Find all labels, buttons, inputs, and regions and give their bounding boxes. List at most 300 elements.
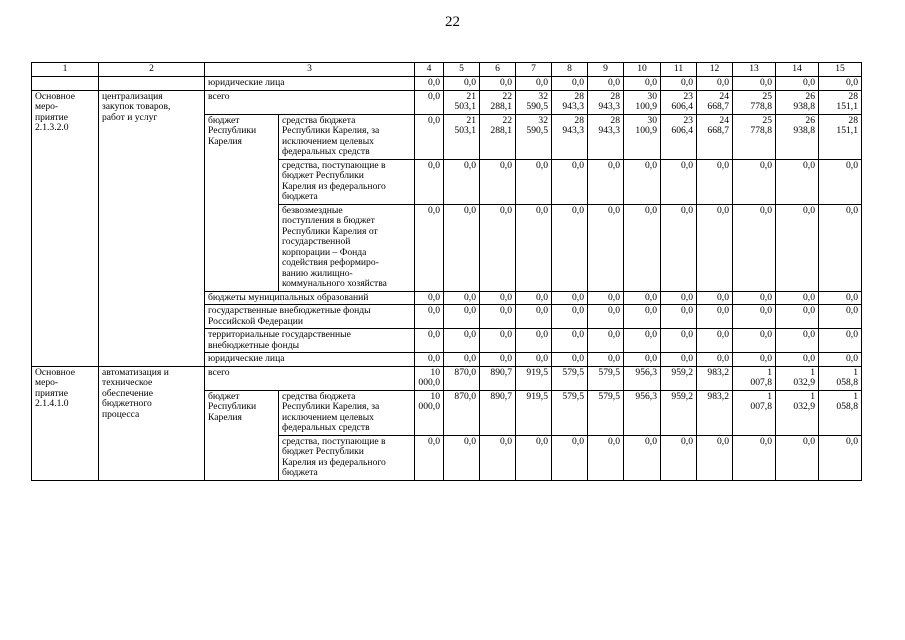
header-row bbox=[32, 63, 862, 77]
value-part: 668,7 bbox=[707, 125, 729, 136]
text-line: исключением целевых bbox=[282, 411, 374, 423]
value-cell: 0,0 bbox=[661, 305, 697, 329]
row-label bbox=[279, 114, 415, 159]
value-part: 28 bbox=[848, 114, 858, 126]
value-cell: 0,0 bbox=[776, 353, 819, 367]
text-line: закупок товаров, bbox=[102, 101, 171, 112]
value-cell bbox=[480, 90, 516, 114]
text-line: исключением целевых bbox=[282, 135, 374, 147]
value-cell bbox=[552, 435, 588, 480]
value-cell bbox=[552, 366, 588, 390]
value-part: 0,0 bbox=[500, 435, 512, 447]
value-part: 100,9 bbox=[635, 101, 657, 112]
value-part: 983,2 bbox=[707, 390, 729, 402]
text-line: обеспечение bbox=[102, 387, 154, 399]
value-part: 579,5 bbox=[562, 390, 584, 402]
value-part: 0,0 bbox=[645, 435, 657, 447]
text-line: средства, поступающие в bbox=[282, 435, 386, 447]
value-cell bbox=[516, 204, 552, 291]
value-cell: 0,0 bbox=[661, 353, 697, 367]
value-part: 890,7 bbox=[490, 366, 512, 378]
value-part: 890,7 bbox=[490, 390, 512, 402]
value-cell bbox=[697, 390, 733, 435]
value-part: 870,0 bbox=[454, 390, 476, 402]
value-cell: 0,0 bbox=[552, 329, 588, 353]
value-part: 007,8 bbox=[750, 401, 772, 412]
value-part: 943,3 bbox=[562, 101, 584, 112]
value-cell bbox=[588, 390, 624, 435]
text-line: средства бюджета bbox=[282, 390, 356, 402]
value-cell bbox=[444, 366, 480, 390]
text-line: 2.1.4.1.0 bbox=[35, 398, 69, 409]
value-part: 919,5 bbox=[526, 390, 548, 402]
value-cell bbox=[733, 159, 776, 204]
text-line: содействия реформиро- bbox=[282, 257, 379, 268]
budget-label bbox=[205, 114, 279, 291]
value-cell bbox=[444, 90, 480, 114]
value-cell: 0,0 bbox=[624, 77, 661, 91]
text-line: бюджет Республики bbox=[282, 170, 364, 181]
row-label: всего bbox=[205, 366, 415, 390]
value-part: 0,0 bbox=[428, 204, 440, 216]
value-part: 0,0 bbox=[645, 159, 657, 171]
value-cell: 0,0 bbox=[697, 353, 733, 367]
value-part: 0,0 bbox=[846, 204, 858, 216]
value-cell bbox=[588, 159, 624, 204]
value-cell bbox=[444, 114, 480, 159]
value-cell: 0,0 bbox=[624, 291, 661, 305]
column-number: 9 bbox=[588, 63, 624, 77]
value-part: 0,0 bbox=[846, 159, 858, 171]
value-part: 1 bbox=[767, 366, 772, 378]
value-cell bbox=[480, 204, 516, 291]
column-number: 15 bbox=[819, 63, 862, 77]
row-label bbox=[279, 159, 415, 204]
value-part: 503,1 bbox=[454, 101, 476, 112]
value-part: 24 bbox=[719, 114, 729, 126]
value-cell bbox=[697, 159, 733, 204]
value-cell bbox=[552, 159, 588, 204]
value-cell bbox=[776, 159, 819, 204]
value-cell: 0,0 bbox=[588, 291, 624, 305]
value-cell: 0,0 bbox=[516, 291, 552, 305]
value-part: 30 bbox=[647, 90, 657, 102]
text-line: юридические лица bbox=[208, 353, 285, 364]
value-cell bbox=[415, 366, 444, 390]
value-cell: 0,0 bbox=[480, 77, 516, 91]
value-cell bbox=[444, 159, 480, 204]
value-cell: 0,0 bbox=[444, 291, 480, 305]
column-number: 13 bbox=[733, 63, 776, 77]
text-line: корпорации – Фонда bbox=[282, 246, 367, 258]
value-cell: 0,0 bbox=[819, 291, 862, 305]
value-cell bbox=[444, 390, 480, 435]
value-cell bbox=[444, 204, 480, 291]
value-cell bbox=[552, 90, 588, 114]
value-cell bbox=[624, 90, 661, 114]
value-cell bbox=[415, 114, 444, 159]
value-cell: 0,0 bbox=[697, 77, 733, 91]
value-cell: 0,0 bbox=[819, 77, 862, 91]
value-cell bbox=[624, 159, 661, 204]
value-cell: 0,0 bbox=[415, 291, 444, 305]
value-cell bbox=[776, 204, 819, 291]
text-line: работ и услуг bbox=[102, 111, 158, 123]
value-cell bbox=[516, 390, 552, 435]
budget-label bbox=[205, 390, 279, 480]
value-cell: 0,0 bbox=[661, 329, 697, 353]
text-line: приятие bbox=[35, 111, 69, 123]
text-line: бюджет bbox=[208, 390, 240, 402]
value-part: 0,0 bbox=[572, 435, 584, 447]
value-cell bbox=[776, 366, 819, 390]
value-cell: 0,0 bbox=[697, 329, 733, 353]
value-part: 0,0 bbox=[717, 159, 729, 171]
column-number: 11 bbox=[661, 63, 697, 77]
value-part: 28 bbox=[848, 90, 858, 102]
value-part: 28 bbox=[574, 114, 584, 126]
value-cell bbox=[776, 90, 819, 114]
value-part: 0,0 bbox=[846, 435, 858, 447]
value-cell bbox=[588, 114, 624, 159]
text-line: средства, поступающие в bbox=[282, 159, 386, 171]
value-part: 0,0 bbox=[428, 159, 440, 171]
text-line: Республики bbox=[208, 401, 257, 412]
value-part: 938,8 bbox=[793, 125, 815, 136]
value-part: 579,5 bbox=[598, 390, 620, 402]
value-cell bbox=[516, 159, 552, 204]
value-cell bbox=[516, 114, 552, 159]
value-cell bbox=[624, 390, 661, 435]
value-part: 0,0 bbox=[681, 204, 693, 216]
text-line: Основное bbox=[35, 90, 75, 102]
value-part: 0,0 bbox=[464, 159, 476, 171]
value-cell bbox=[661, 366, 697, 390]
value-cell bbox=[415, 435, 444, 480]
value-part: 503,1 bbox=[454, 125, 476, 136]
value-part: 28 bbox=[574, 90, 584, 102]
text-line: Карелия из федерального bbox=[282, 456, 386, 468]
value-cell: 0,0 bbox=[624, 353, 661, 367]
value-cell bbox=[480, 114, 516, 159]
value-part: 000,0 bbox=[418, 401, 440, 412]
value-part: 983,2 bbox=[707, 366, 729, 378]
value-part: 151,1 bbox=[836, 101, 858, 112]
value-part: 21 bbox=[466, 114, 476, 126]
text-line: централизация bbox=[102, 90, 163, 102]
row-label bbox=[205, 353, 415, 367]
row-label bbox=[205, 329, 415, 353]
value-part: 10 bbox=[430, 390, 440, 402]
value-cell bbox=[552, 204, 588, 291]
value-part: 0,0 bbox=[572, 204, 584, 216]
value-part: 058,8 bbox=[836, 377, 858, 388]
value-cell: 0,0 bbox=[697, 305, 733, 329]
value-part: 10 bbox=[430, 366, 440, 378]
value-cell bbox=[819, 204, 862, 291]
value-cell: 0,0 bbox=[588, 305, 624, 329]
value-part: 606,4 bbox=[671, 125, 693, 136]
value-cell: 0,0 bbox=[444, 305, 480, 329]
value-cell: 0,0 bbox=[552, 353, 588, 367]
value-cell bbox=[776, 114, 819, 159]
value-part: 0,0 bbox=[760, 204, 772, 216]
value-part: 0,0 bbox=[500, 204, 512, 216]
value-cell: 0,0 bbox=[552, 77, 588, 91]
value-part: 959,2 bbox=[671, 366, 693, 378]
value-cell bbox=[624, 435, 661, 480]
value-cell bbox=[819, 390, 862, 435]
text-line: безвозмездные bbox=[282, 204, 343, 216]
value-part: 288,1 bbox=[490, 125, 512, 136]
value-part: 23 bbox=[683, 114, 693, 126]
column-number: 6 bbox=[480, 63, 516, 77]
value-part: 22 bbox=[502, 90, 512, 102]
value-cell bbox=[733, 366, 776, 390]
text-line: Республики Карелия от bbox=[282, 225, 378, 237]
value-part: 0,0 bbox=[681, 435, 693, 447]
row-label bbox=[205, 305, 415, 329]
empty-cell bbox=[99, 77, 205, 91]
value-cell bbox=[733, 390, 776, 435]
value-cell bbox=[697, 90, 733, 114]
value-cell: 0,0 bbox=[516, 329, 552, 353]
value-cell: 0,0 bbox=[776, 291, 819, 305]
value-cell bbox=[624, 114, 661, 159]
page-number: 22 bbox=[445, 14, 460, 30]
value-cell: 0,0 bbox=[661, 291, 697, 305]
value-cell bbox=[588, 204, 624, 291]
value-cell: 0,0 bbox=[415, 329, 444, 353]
text-line: Республики bbox=[208, 125, 257, 136]
text-line: ванию жилищно- bbox=[282, 267, 353, 279]
value-part: 1 bbox=[810, 390, 815, 402]
text-line: коммунального хозяйства bbox=[282, 278, 387, 289]
value-cell bbox=[516, 90, 552, 114]
value-part: 0,0 bbox=[536, 159, 548, 171]
value-cell: 0,0 bbox=[588, 353, 624, 367]
event-description bbox=[99, 366, 205, 480]
value-cell: 0,0 bbox=[552, 291, 588, 305]
text-line: Карелия bbox=[208, 135, 242, 147]
value-cell: 0,0 bbox=[733, 305, 776, 329]
value-cell: 0,0 bbox=[415, 353, 444, 367]
value-cell bbox=[776, 390, 819, 435]
value-part: 032,9 bbox=[793, 377, 815, 388]
text-line: территориальные государственные bbox=[208, 329, 351, 340]
value-cell: 0,0 bbox=[444, 329, 480, 353]
value-cell bbox=[819, 159, 862, 204]
value-part: 956,3 bbox=[635, 366, 657, 378]
value-cell bbox=[697, 114, 733, 159]
value-part: 26 bbox=[805, 114, 815, 126]
text-line: Республики Карелия, за bbox=[282, 125, 380, 136]
text-line: бюджет bbox=[208, 114, 240, 126]
value-cell bbox=[661, 390, 697, 435]
value-cell bbox=[624, 204, 661, 291]
text-line: федеральных средств bbox=[282, 422, 370, 433]
column-number: 7 bbox=[516, 63, 552, 77]
value-part: 1 bbox=[853, 366, 858, 378]
value-cell: 0,0 bbox=[480, 329, 516, 353]
value-part: 0,0 bbox=[608, 435, 620, 447]
value-cell bbox=[697, 204, 733, 291]
table-row bbox=[32, 77, 862, 91]
value-cell: 0,0 bbox=[697, 291, 733, 305]
value-cell: 0,0 bbox=[624, 305, 661, 329]
value-cell bbox=[733, 114, 776, 159]
value-part: 0,0 bbox=[536, 204, 548, 216]
value-part: 0,0 bbox=[645, 204, 657, 216]
value-part: 590,5 bbox=[526, 101, 548, 112]
value-part: 1 bbox=[853, 390, 858, 402]
text-line: бюджеты муниципальных образований bbox=[208, 291, 369, 303]
value-part: 000,0 bbox=[418, 377, 440, 388]
value-cell: 0,0 bbox=[588, 77, 624, 91]
value-cell bbox=[661, 90, 697, 114]
value-part: 22 bbox=[502, 114, 512, 126]
value-part: 0,0 bbox=[428, 90, 440, 102]
value-cell: 0,0 bbox=[552, 305, 588, 329]
text-line: бюджет Республики bbox=[282, 446, 364, 457]
column-number: 14 bbox=[776, 63, 819, 77]
value-cell bbox=[733, 204, 776, 291]
value-cell bbox=[661, 435, 697, 480]
value-cell bbox=[415, 159, 444, 204]
column-number: 4 bbox=[415, 63, 444, 77]
value-part: 058,8 bbox=[836, 401, 858, 412]
value-cell: 0,0 bbox=[733, 353, 776, 367]
value-part: 0,0 bbox=[608, 159, 620, 171]
value-part: 959,2 bbox=[671, 390, 693, 402]
value-part: 0,0 bbox=[428, 114, 440, 126]
text-line: 2.1.3.2.0 bbox=[35, 122, 69, 133]
value-part: 668,7 bbox=[707, 101, 729, 112]
value-cell: 0,0 bbox=[819, 305, 862, 329]
value-cell: 0,0 bbox=[516, 77, 552, 91]
value-part: 0,0 bbox=[681, 159, 693, 171]
value-part: 0,0 bbox=[760, 435, 772, 447]
value-part: 938,8 bbox=[793, 101, 815, 112]
column-number: 5 bbox=[444, 63, 480, 77]
value-cell bbox=[516, 366, 552, 390]
column-number: 2 bbox=[99, 63, 205, 77]
column-number: 8 bbox=[552, 63, 588, 77]
event-description bbox=[99, 90, 205, 366]
value-part: 24 bbox=[719, 90, 729, 102]
value-cell bbox=[444, 435, 480, 480]
value-cell: 0,0 bbox=[733, 77, 776, 91]
row-label bbox=[205, 291, 415, 305]
text-line: Республики Карелия, за bbox=[282, 401, 380, 412]
value-part: 956,3 bbox=[635, 390, 657, 402]
text-line: средства бюджета bbox=[282, 114, 356, 126]
value-cell: 0,0 bbox=[516, 305, 552, 329]
value-cell: 0,0 bbox=[624, 329, 661, 353]
value-cell bbox=[480, 435, 516, 480]
value-cell bbox=[819, 435, 862, 480]
value-cell bbox=[588, 366, 624, 390]
value-cell bbox=[661, 204, 697, 291]
row-label bbox=[279, 204, 415, 291]
value-cell bbox=[552, 390, 588, 435]
value-cell: 0,0 bbox=[480, 305, 516, 329]
value-cell: 0,0 bbox=[415, 305, 444, 329]
value-part: 590,5 bbox=[526, 125, 548, 136]
text-line: приятие bbox=[35, 387, 69, 399]
value-part: 21 bbox=[466, 90, 476, 102]
row-label bbox=[279, 435, 415, 480]
value-part: 0,0 bbox=[803, 159, 815, 171]
value-part: 943,3 bbox=[562, 125, 584, 136]
value-cell: 0,0 bbox=[661, 77, 697, 91]
text-line: государственные внебюджетные фонды bbox=[208, 305, 371, 316]
value-cell: 0,0 bbox=[776, 77, 819, 91]
value-cell bbox=[480, 366, 516, 390]
value-part: 0,0 bbox=[760, 159, 772, 171]
text-line: федеральных средств bbox=[282, 146, 370, 157]
value-part: 870,0 bbox=[454, 366, 476, 378]
value-part: 32 bbox=[538, 90, 548, 102]
value-part: 0,0 bbox=[803, 204, 815, 216]
value-part: 151,1 bbox=[836, 125, 858, 136]
value-cell bbox=[733, 435, 776, 480]
value-cell bbox=[697, 435, 733, 480]
value-part: 0,0 bbox=[717, 435, 729, 447]
value-cell bbox=[415, 90, 444, 114]
value-part: 0,0 bbox=[572, 159, 584, 171]
value-cell bbox=[819, 366, 862, 390]
value-part: 0,0 bbox=[608, 204, 620, 216]
value-part: 778,8 bbox=[750, 101, 772, 112]
value-cell bbox=[733, 90, 776, 114]
column-number: 1 bbox=[32, 63, 99, 77]
value-cell bbox=[588, 435, 624, 480]
value-cell bbox=[624, 366, 661, 390]
value-cell bbox=[819, 114, 862, 159]
value-part: 007,8 bbox=[750, 377, 772, 388]
text-line: меро- bbox=[35, 101, 59, 112]
value-part: 26 bbox=[805, 90, 815, 102]
table-row bbox=[32, 366, 862, 390]
value-cell: 0,0 bbox=[480, 291, 516, 305]
value-part: 943,3 bbox=[598, 101, 620, 112]
value-part: 288,1 bbox=[490, 101, 512, 112]
value-part: 0,0 bbox=[717, 204, 729, 216]
row-label: всего bbox=[205, 90, 415, 114]
text-line: Карелия из федерального bbox=[282, 180, 386, 192]
value-cell: 0,0 bbox=[444, 353, 480, 367]
value-cell: 0,0 bbox=[444, 77, 480, 91]
value-cell bbox=[552, 114, 588, 159]
text-line: процесса bbox=[102, 408, 140, 420]
row-label bbox=[279, 390, 415, 435]
value-part: 0,0 bbox=[428, 435, 440, 447]
text-line: бюджета bbox=[282, 191, 318, 202]
value-part: 28 bbox=[610, 114, 620, 126]
value-part: 579,5 bbox=[598, 366, 620, 378]
event-name bbox=[32, 90, 99, 366]
value-cell: 0,0 bbox=[733, 291, 776, 305]
value-part: 23 bbox=[683, 90, 693, 102]
text-line: автоматизация и bbox=[102, 366, 169, 378]
value-cell bbox=[415, 390, 444, 435]
value-cell bbox=[516, 435, 552, 480]
value-part: 606,4 bbox=[671, 101, 693, 112]
value-cell: 0,0 bbox=[819, 353, 862, 367]
value-cell: 0,0 bbox=[776, 329, 819, 353]
value-part: 1 bbox=[767, 390, 772, 402]
